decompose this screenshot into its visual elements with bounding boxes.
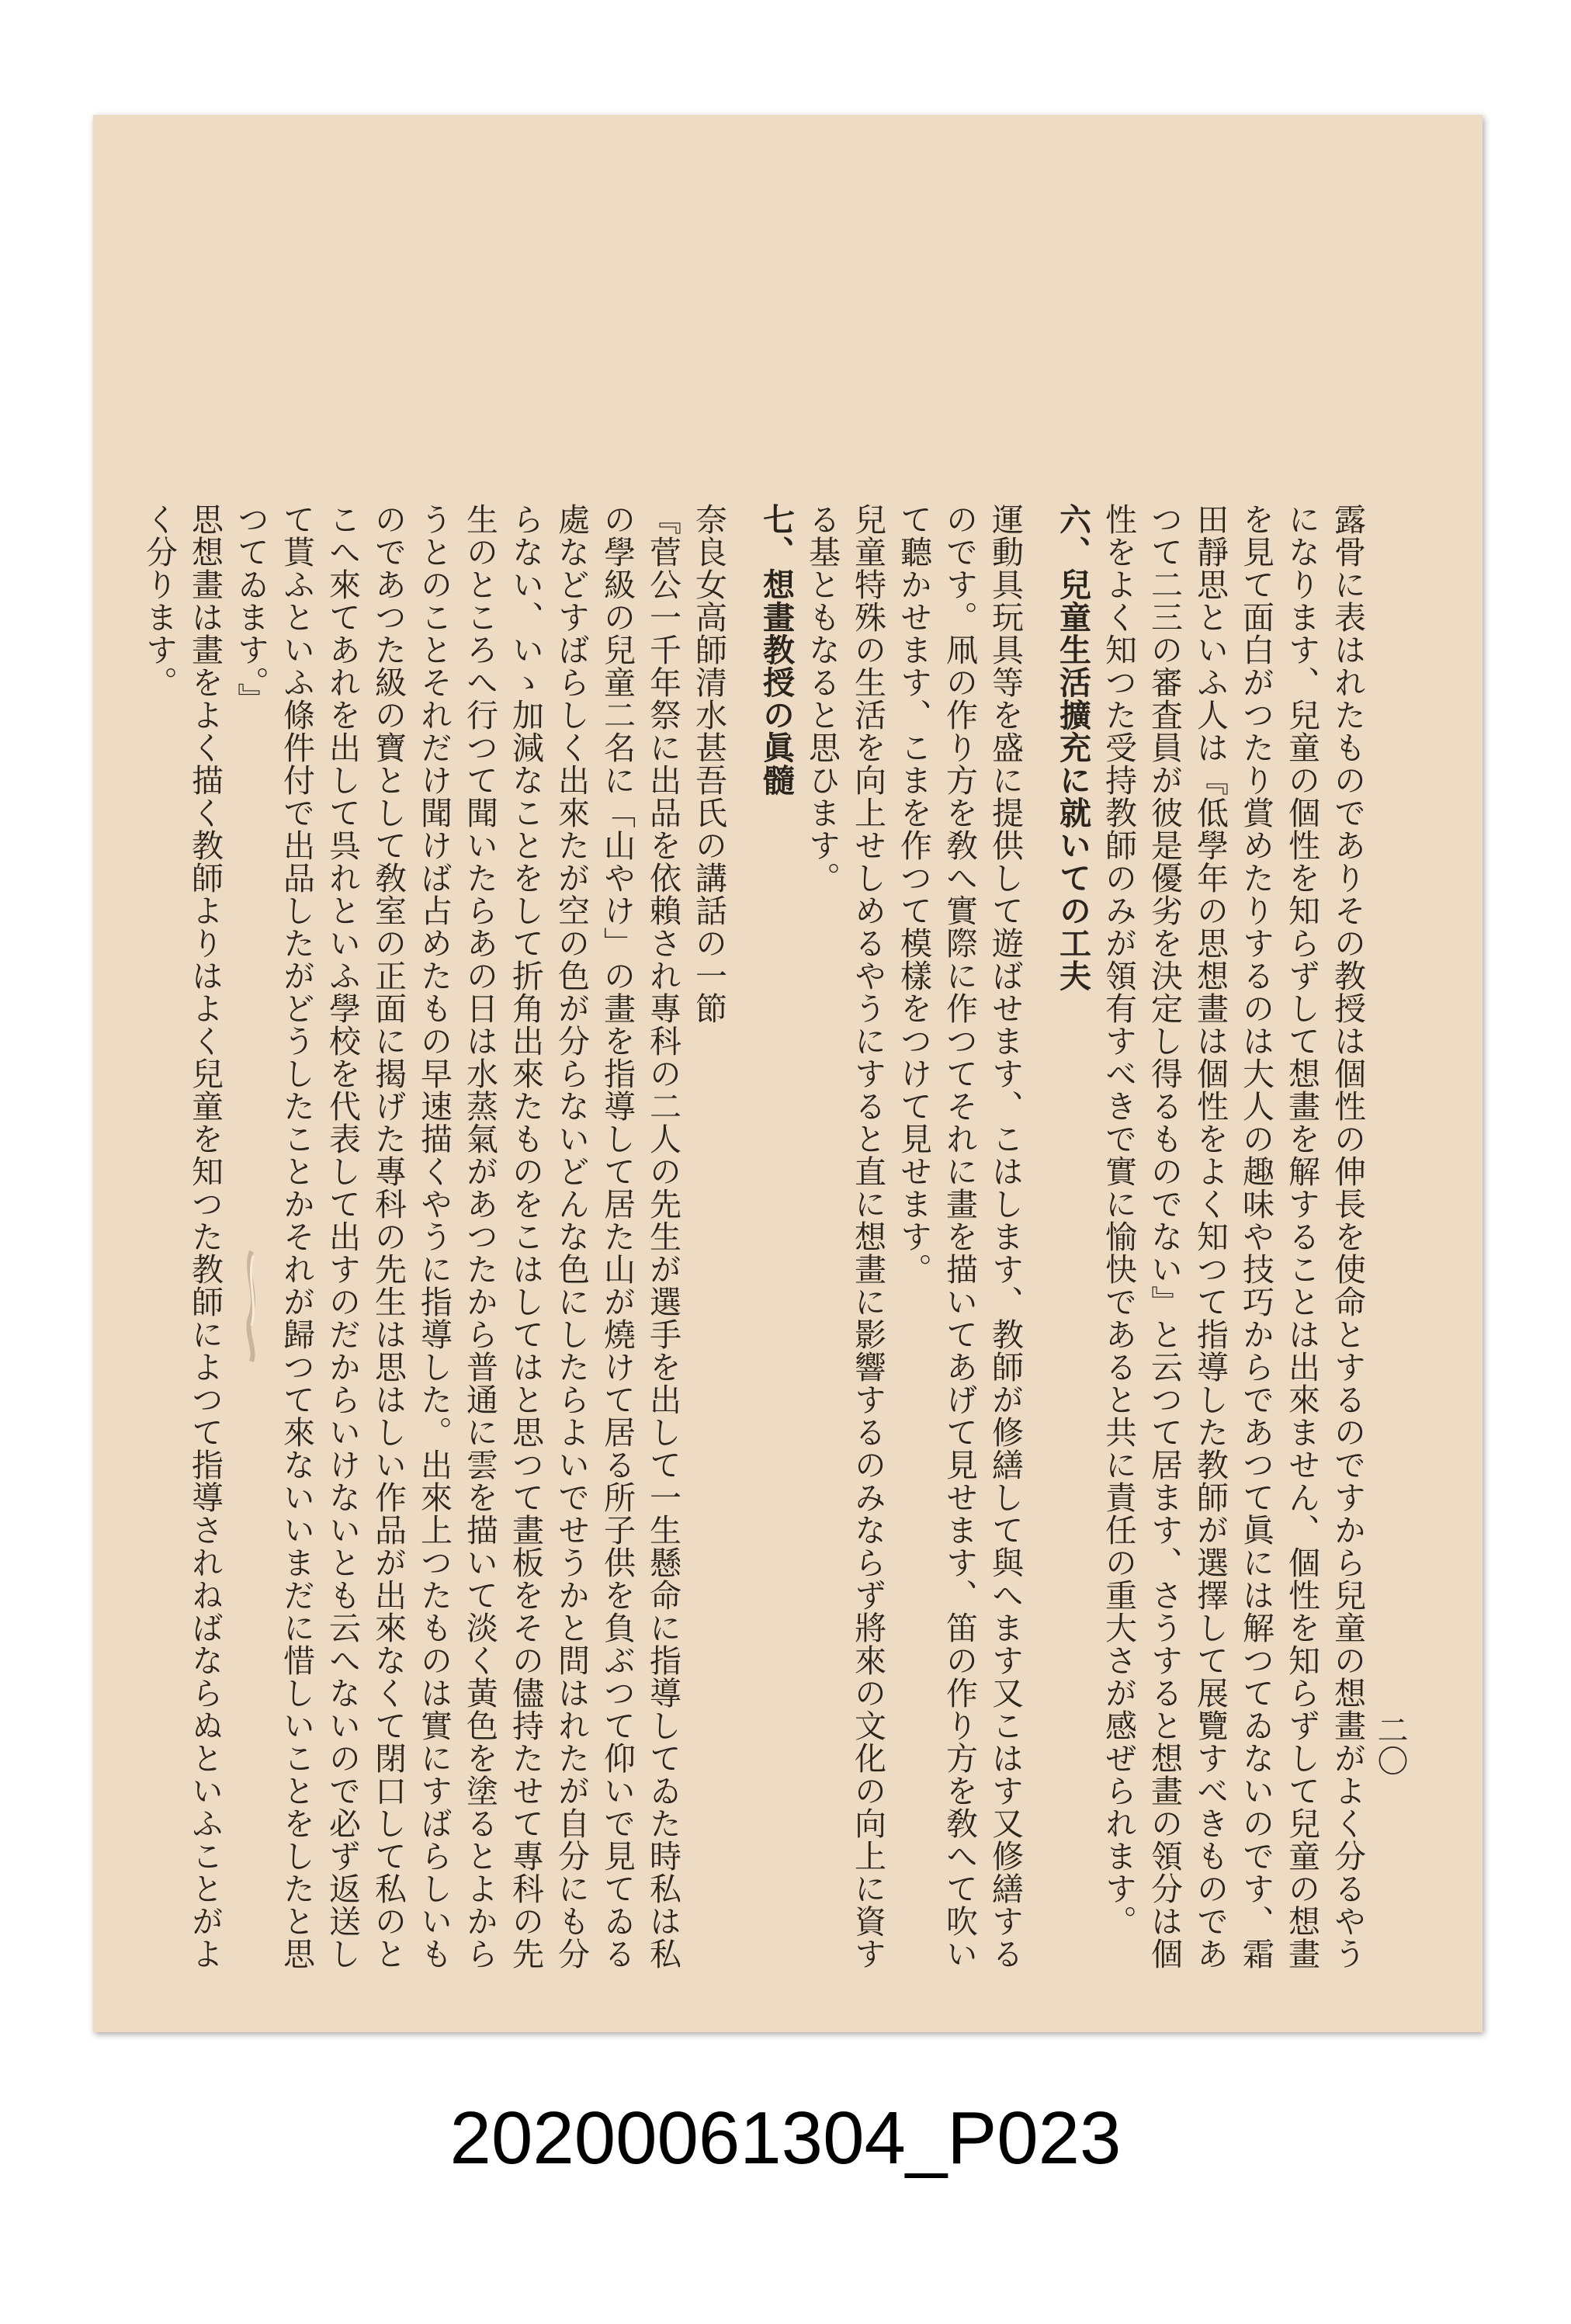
section-heading: 七、想畫教授の眞髓 [758,503,795,796]
paragraph: 露骨に表はれたものでありその教授は個性の伸長を使命とするのですから兒童の想畫がよく分るやうになります、兒童の個性を知らずして想畫を解することは出來ません、個性を知らずして兒童の想畫を見て面白がつたり賞めたりするのは大人の趣味や技巧からであつて眞には解つてゐないのです、霜田靜思といふ人は『低學年の思想畫は個性をよく知つて指導した教師が選擇して展覽すべきものであつて二三の審査員が彼是優劣を決定し得るものでない』と云つて居ます、さうすると想畫の領分は個性をよく知つた受持教師のみが領有すべきで實に愉快であると共に責任の重大さが感ぜられます。 [1100,503,1366,1970]
paragraph: 思想畫は畫をよく描く教師よりはよく兒童を知つた教師によつて指導されねばならぬといふことがよく分ります。 [140,503,224,1970]
image-id-caption: 20200061304_P023 [449,2097,1122,2180]
vertical-text-block [140,503,1370,1993]
document-page [93,115,1483,2032]
paragraph: 運動具玩具等を盛に提供して遊ばせます、こはします、教師が修繕して與へます又こはす又修繕するのです。凧の作り方を敎へ實際に作つてそれに畫を描いてあげて見せます、笛の作り方を敎へて吹いて聽かせます、こまを作つて模樣をつけて見せます。 [895,503,1024,1970]
staple-mark [230,1248,273,1365]
paragraph: 奈良女高師清水甚吾氏の講話の一節 [690,503,727,1025]
paragraph: 兒童特殊の生活を向上せしめるやうにすると直に想畫に影響するのみならず將來の文化の向上に資する基ともなると思ひます。 [803,503,886,1970]
page-number: 二〇 [1372,1714,1408,1776]
paragraph: 『菅公一千年祭に出品を依賴され專科の二人の先生が選手を出して一生懸命に指導してゐた時私は私の學級の兒童二名に「山やけ」の畫を指導して居た山が燒けて居る所子供を負ぶつて仰いで見てゐる處などすばらしく出來たが空の色が分らないどんな色にしたらよいでせうかと問はれたが自分にも分らない、いゝ加減なことをして折角出來たものをこはしてはと思つて畫板をその儘持たせて專科の先生のところへ行つて聞いたらあの日は水蒸氣があつたから普通に雲を描いて淡く黃色を塗るとよからうとのことそれだけ聞けば占めたもの早速描くやうに指導した。出來上つたものは實にすばらしいものであつた級の寶として敎室の正面に揭げた專科の先生は思はしい作品が出來なくて閉口して私のとこへ來てあれを出して呉れといふ學校を代表して出すのだからいけないとも云へないので必ず返送して貰ふといふ條件付で出品したがどうしたことかそれが歸つて來ないいまだに惜しいことをしたと思つてゐます。』 [232,503,681,1970]
section-heading: 六、兒童生活擴充に就いての工夫 [1054,503,1091,992]
